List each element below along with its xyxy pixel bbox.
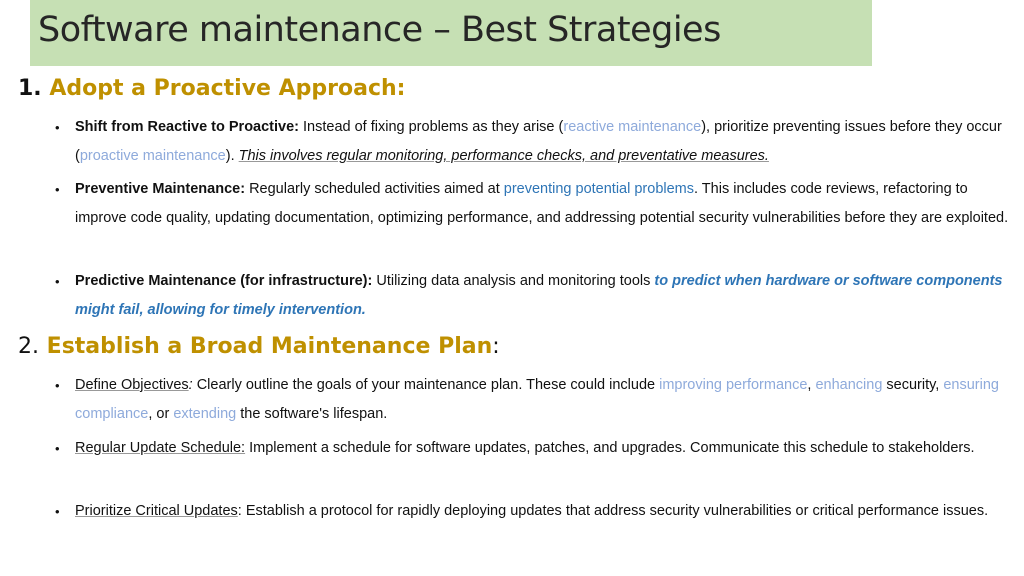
highlight-text: enhancing bbox=[815, 377, 883, 393]
item-text: Regularly scheduled activities aimed at bbox=[245, 181, 504, 197]
highlight-text: reactive maintenance bbox=[563, 119, 702, 135]
list-item bbox=[75, 175, 1010, 233]
list-item bbox=[75, 267, 1010, 325]
bullet-icon: • bbox=[55, 120, 60, 135]
item-text: ). bbox=[225, 148, 239, 164]
item-text: Utilizing data analysis and monitoring tools bbox=[372, 273, 655, 289]
list-item bbox=[75, 497, 1010, 526]
highlight-text: preventing potential problems bbox=[503, 181, 694, 197]
section-title: Adopt a Proactive Approach: bbox=[49, 76, 406, 101]
item-text: , bbox=[807, 377, 816, 393]
bullet-icon: • bbox=[55, 182, 60, 197]
item-text: . This includes code reviews, refactoring to improve code quality, updating documentation, optimizing performance, and addressing potential security vulnerabilities before they are exploited. bbox=[75, 181, 1009, 226]
section-colon: : bbox=[492, 334, 500, 359]
section-title: Establish a Broad Maintenance Plan bbox=[46, 334, 493, 359]
item-text: the software's lifespan. bbox=[236, 406, 388, 422]
item-label: Prioritize Critical Updates bbox=[75, 503, 238, 519]
item-colon: : bbox=[188, 377, 193, 393]
section-number: 1. bbox=[18, 76, 42, 101]
highlight-text: extending bbox=[173, 406, 237, 422]
page-title: Software maintenance – Best Strategies bbox=[38, 10, 721, 50]
item-text: security, bbox=[882, 377, 944, 393]
section-number: 2. bbox=[18, 334, 39, 359]
bullet-icon: • bbox=[55, 378, 60, 393]
item-text: Instead of fixing problems as they arise ( bbox=[299, 119, 564, 135]
bullet-icon: • bbox=[55, 441, 60, 456]
item-label: Regular Update Schedule: bbox=[75, 440, 246, 456]
highlight-text: improving performance bbox=[659, 377, 808, 393]
item-label: Define Objectives bbox=[75, 377, 189, 393]
item-label: Predictive Maintenance (for infrastructure): bbox=[75, 273, 373, 289]
item-text: Clearly outline the goals of your maintenance plan. These could include bbox=[192, 377, 660, 393]
highlight-text: ensuring compliance bbox=[75, 377, 999, 422]
highlight-text: proactive maintenance bbox=[79, 148, 226, 164]
bullet-icon: • bbox=[55, 504, 60, 519]
highlight-text: to predict when hardware or software components might fail, allowing for timely intervention. bbox=[75, 273, 1003, 318]
italic-note: This involves regular monitoring, performance checks, and preventative measures. bbox=[238, 148, 769, 164]
title-banner bbox=[30, 0, 872, 66]
item-label: Preventive Maintenance: bbox=[75, 181, 246, 197]
section-2-heading bbox=[18, 332, 500, 362]
list-item bbox=[75, 113, 1010, 171]
item-text: : Establish a protocol for rapidly deploying updates that address security vulnerabilities or critical performance issues. bbox=[237, 503, 989, 519]
section-1-heading bbox=[18, 74, 405, 104]
item-text: , or bbox=[148, 406, 174, 422]
item-text: ), prioritize preventing issues before they occur ( bbox=[75, 119, 1002, 164]
list-item bbox=[75, 434, 1010, 463]
item-text: Implement a schedule for software updates, patches, and upgrades. Communicate this schedule to stakeholders. bbox=[245, 440, 975, 456]
list-item bbox=[75, 371, 1010, 429]
item-label: Shift from Reactive to Proactive: bbox=[75, 119, 299, 135]
bullet-icon: • bbox=[55, 274, 60, 289]
